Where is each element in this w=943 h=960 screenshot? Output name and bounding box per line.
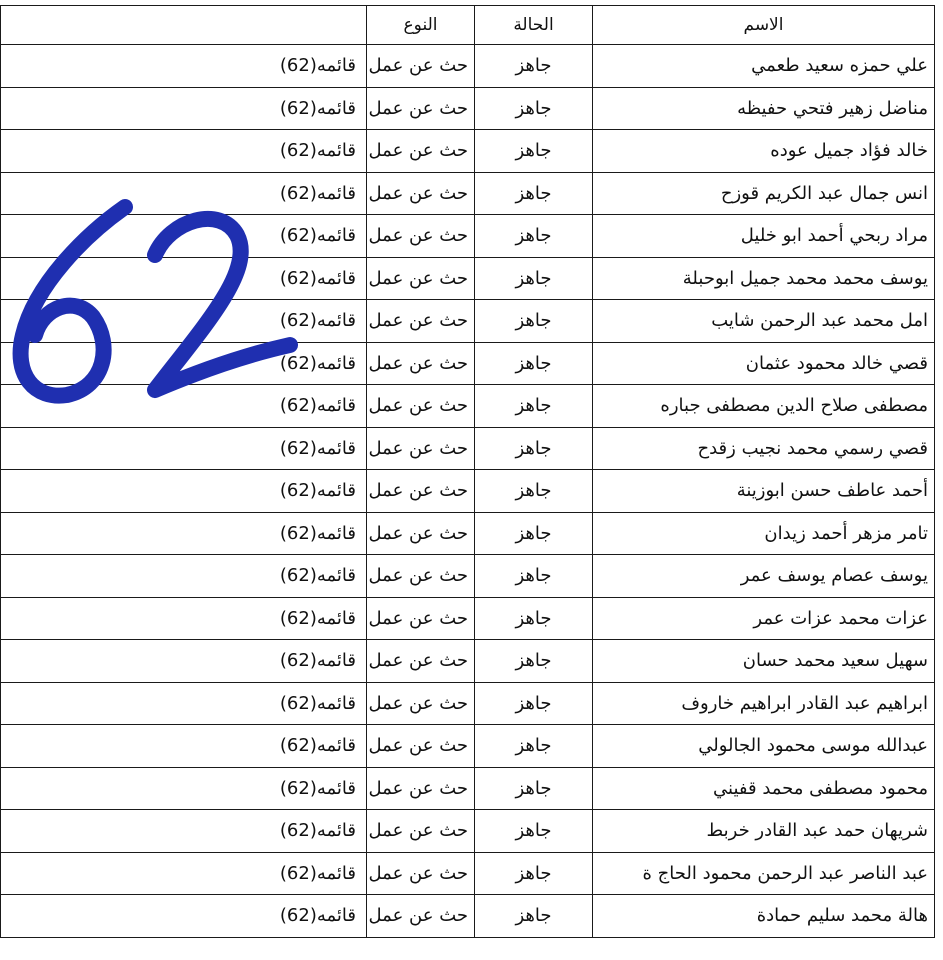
list-number: قائمه(62) [279,862,356,884]
table-row [1,470,935,513]
table-row [1,640,935,683]
status-cell: جاهز [475,767,593,810]
list-cell [1,172,367,215]
list-cell [1,767,367,810]
name-cell: تامر مزهر أحمد زيدان [593,512,935,555]
table-row [1,682,935,725]
header-row [1,6,935,45]
list-number: قائمه(62) [279,905,356,927]
type-cell: حث عن عمل [367,512,475,555]
status-cell: جاهز [475,895,593,938]
list-number: قائمه(62) [279,55,356,77]
list-number: قائمه(62) [279,140,356,162]
name-cell: قصي خالد محمود عثمان [593,342,935,385]
type-cell: حث عن عمل [367,172,475,215]
list-number: قائمه(62) [279,310,356,332]
name-cell: مصطفى صلاح الدين مصطفى جباره [593,385,935,428]
header-type: النوع [367,6,475,45]
list-cell [1,215,367,258]
status-cell: جاهز [475,87,593,130]
status-cell: جاهز [475,555,593,598]
table-row [1,172,935,215]
status-cell: جاهز [475,215,593,258]
list-number: قائمه(62) [279,182,356,204]
status-cell: جاهز [475,512,593,555]
status-cell: جاهز [475,342,593,385]
header-list-cell [1,6,367,45]
list-cell [1,512,367,555]
status-cell: جاهز [475,852,593,895]
list-cell [1,342,367,385]
table-row [1,342,935,385]
name-cell: مناضل زهير فتحي حفيظه [593,87,935,130]
type-cell: حث عن عمل [367,597,475,640]
list-cell [1,470,367,513]
name-cell: خالد فؤاد جميل عوده [593,130,935,173]
type-cell: حث عن عمل [367,130,475,173]
table-row [1,130,935,173]
status-cell: جاهز [475,470,593,513]
type-cell: حث عن عمل [367,87,475,130]
status-cell: جاهز [475,172,593,215]
name-cell: شريهان حمد عبد القادر خربط [593,810,935,853]
type-cell: حث عن عمل [367,45,475,88]
list-number: قائمه(62) [279,565,356,587]
name-cell: أحمد عاطف حسن ابوزينة [593,470,935,513]
list-cell [1,725,367,768]
table-row [1,555,935,598]
name-cell: سهيل سعيد محمد حسان [593,640,935,683]
name-cell: عبدالله موسى محمود الجالولي [593,725,935,768]
type-cell: حث عن عمل [367,257,475,300]
type-cell: حث عن عمل [367,895,475,938]
list-number: قائمه(62) [279,97,356,119]
type-cell: حث عن عمل [367,300,475,343]
list-cell [1,385,367,428]
table-row [1,810,935,853]
status-cell: جاهز [475,640,593,683]
table-row [1,512,935,555]
list-number: قائمه(62) [279,225,356,247]
type-cell: حث عن عمل [367,215,475,258]
table-row [1,725,935,768]
type-cell: حث عن عمل [367,852,475,895]
name-cell: مراد ربحي أحمد ابو خليل [593,215,935,258]
roster-table [0,5,935,938]
type-cell: حث عن عمل [367,427,475,470]
type-cell: حث عن عمل [367,555,475,598]
type-cell: حث عن عمل [367,725,475,768]
table-row [1,87,935,130]
name-cell: هالة محمد سليم حمادة [593,895,935,938]
list-number: قائمه(62) [279,820,356,842]
list-cell [1,87,367,130]
table-row [1,45,935,88]
name-cell: قصي رسمي محمد نجيب زقدح [593,427,935,470]
name-cell: انس جمال عبد الكريم قوزح [593,172,935,215]
name-cell: امل محمد عبد الرحمن شايب [593,300,935,343]
table-row [1,767,935,810]
name-cell: يوسف محمد محمد جميل ابوحبلة [593,257,935,300]
name-cell: عزات محمد عزات عمر [593,597,935,640]
type-cell: حث عن عمل [367,810,475,853]
name-cell: علي حمزه سعيد طعمي [593,45,935,88]
list-cell [1,427,367,470]
list-number: قائمه(62) [279,692,356,714]
list-cell [1,640,367,683]
name-cell: ابراهيم عبد القادر ابراهيم خاروف [593,682,935,725]
type-cell: حث عن عمل [367,385,475,428]
list-cell [1,130,367,173]
roster-body [1,45,935,938]
list-cell [1,682,367,725]
list-number: قائمه(62) [279,352,356,374]
table-row [1,895,935,938]
type-cell: حث عن عمل [367,682,475,725]
status-cell: جاهز [475,427,593,470]
list-number: قائمه(62) [279,395,356,417]
status-cell: جاهز [475,810,593,853]
list-cell [1,597,367,640]
status-cell: جاهز [475,45,593,88]
list-cell [1,555,367,598]
status-cell: جاهز [475,385,593,428]
header-status: الحالة [475,6,593,45]
status-cell: جاهز [475,725,593,768]
list-number: قائمه(62) [279,777,356,799]
list-number: قائمه(62) [279,650,356,672]
table-row [1,215,935,258]
table-row [1,852,935,895]
table-row [1,300,935,343]
status-cell: جاهز [475,130,593,173]
name-cell: يوسف عصام يوسف عمر [593,555,935,598]
name-cell: محمود مصطفى محمد قفيني [593,767,935,810]
table-row [1,257,935,300]
name-cell: عبد الناصر عبد الرحمن محمود الحاج ة [593,852,935,895]
list-number: قائمه(62) [279,267,356,289]
list-cell [1,895,367,938]
list-number: قائمه(62) [279,522,356,544]
status-cell: جاهز [475,300,593,343]
status-cell: جاهز [475,597,593,640]
list-number: قائمه(62) [279,607,356,629]
list-number: قائمه(62) [279,480,356,502]
list-cell [1,852,367,895]
type-cell: حث عن عمل [367,767,475,810]
table-row [1,427,935,470]
status-cell: جاهز [475,257,593,300]
table-row [1,597,935,640]
list-cell [1,257,367,300]
type-cell: حث عن عمل [367,640,475,683]
type-cell: حث عن عمل [367,342,475,385]
table-row [1,385,935,428]
header-name: الاسم [593,6,935,45]
list-cell [1,810,367,853]
list-cell [1,300,367,343]
list-number: قائمه(62) [279,735,356,757]
type-cell: حث عن عمل [367,470,475,513]
list-number: قائمه(62) [279,437,356,459]
list-cell [1,45,367,88]
status-cell: جاهز [475,682,593,725]
